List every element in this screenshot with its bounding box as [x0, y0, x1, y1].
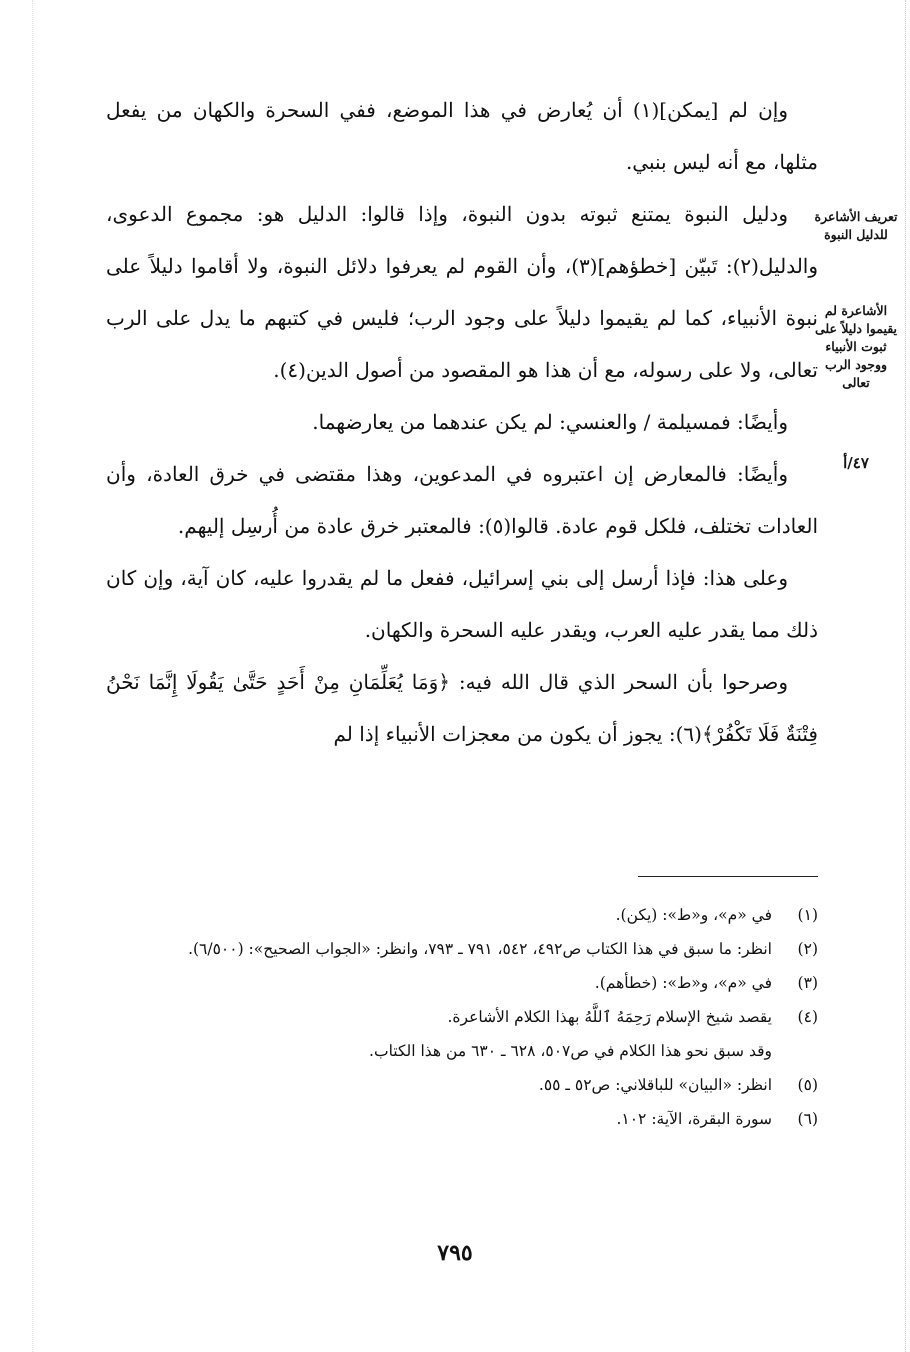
footnotes [98, 898, 818, 1136]
footnote [98, 1000, 818, 1034]
footnote-number: (١) [797, 906, 818, 924]
main-text [106, 84, 818, 760]
paragraph: ودليل النبوة يمتنع ثبوته بدون النبوة، وإذا قالوا: الدليل هو: مجموع الدعوى، والدليل(٢): تَبيّن [خطؤهم](٣)، وأن القوم لم يعرفوا دلائل النبوة، ولا أقاموا دليلاً على نبوة الأنبياء، كما لم يقيموا دليلاً على وجود الرب؛ فليس في كتبهم ما يدل على الرب تعالى، ولا على رسوله، مع أن هذا هو المقصود من أصول الدين(٤). [106, 202, 819, 382]
paragraph: وصرحوا بأن السحر الذي قال الله فيه: ﴿وَمَا يُعَلِّمَانِ مِنْ أَحَدٍ حَتَّىٰ يَقُولَا إِنَّمَا نَحْنُ فِتْنَةٌ فَلَا تَكْفُرْ﴾(٦): يجوز أن يكون من معجزات الأنبياء إذا لم [106, 670, 818, 746]
footnote [98, 898, 818, 932]
footnote-text: انظر: ما سبق في هذا الكتاب ص٤٩٢، ٥٤٢، ٧٩١ ـ ٧٩٣، وانظر: «الجواب الصحيح»: (٦/٥٠٠). [188, 940, 772, 958]
paragraph: وأيضًا: فالمعارض إن اعتبروه في المدعوين، وهذا مقتضى في خرق العادة، وأن العادات تختلف، فلكل قوم عادة. قالوا(٥): فالمعتبر خرق عادة من أُرسِل إليهم. [106, 462, 818, 538]
footnote [98, 1068, 818, 1102]
scan-edge-right [904, 0, 906, 1352]
paragraph: وأيضًا: فمسيلمة / والعنسي: لم يكن عندهما من يعارضهما. [312, 410, 788, 434]
scan-edge-left [32, 0, 34, 1352]
footnote-number: (٢) [797, 940, 818, 958]
footnote-number: (٤) [797, 1008, 818, 1026]
margin-note-folio: ٤٧/أ [843, 454, 869, 472]
footnote-text: يقصد شيخ الإسلام رَحِمَهُ ٱللَّهُ بهذا الكلام الأشاعرة. [447, 1008, 772, 1026]
footnote-text: انظر: «البيان» للباقلاني: ص٥٢ ـ ٥٥. [538, 1076, 772, 1094]
paragraph: وعلى هذا: فإذا أرسل إلى بني إسرائيل، ففعل ما لم يقدروا عليه، كان آية، وإن كان ذلك مما يقدر عليه العرب، ويقدر عليه السحرة والكهان. [106, 566, 818, 642]
footnote-text: في «م»، و«ط»: (خطأهم). [594, 974, 772, 992]
margin-note-definition: تعريف الأشاعرة للدليل النبوة [814, 209, 898, 242]
footnote-number: (٦) [797, 1110, 818, 1128]
footnote-divider [638, 876, 818, 877]
footnote-text: في «م»، و«ط»: (يكن). [615, 906, 772, 924]
paragraph: وإن لم [يمكن](١) أن يُعارض في هذا الموضع، ففي السحرة والكهان من يفعل مثلها، مع أنه ليس بنبي. [106, 98, 818, 174]
footnote [98, 932, 818, 966]
footnote-number: (٥) [797, 1076, 818, 1094]
footnote [98, 966, 818, 1000]
footnote-text: سورة البقرة، الآية: ١٠٢. [616, 1110, 772, 1128]
footnote-number: (٣) [797, 974, 818, 992]
margin-note-no-proof: الأشاعرة لم يقيموا دليلاً على ثبوت الأنبياء ووجود الرب تعالى [814, 303, 898, 390]
page-number: ٧٩٥ [437, 1240, 473, 1266]
footnote-continuation: وقد سبق نحو هذا الكلام في ص٥٠٧، ٦٢٨ ـ ٦٣٠ من هذا الكتاب. [369, 1042, 772, 1060]
footnote [98, 1102, 818, 1136]
